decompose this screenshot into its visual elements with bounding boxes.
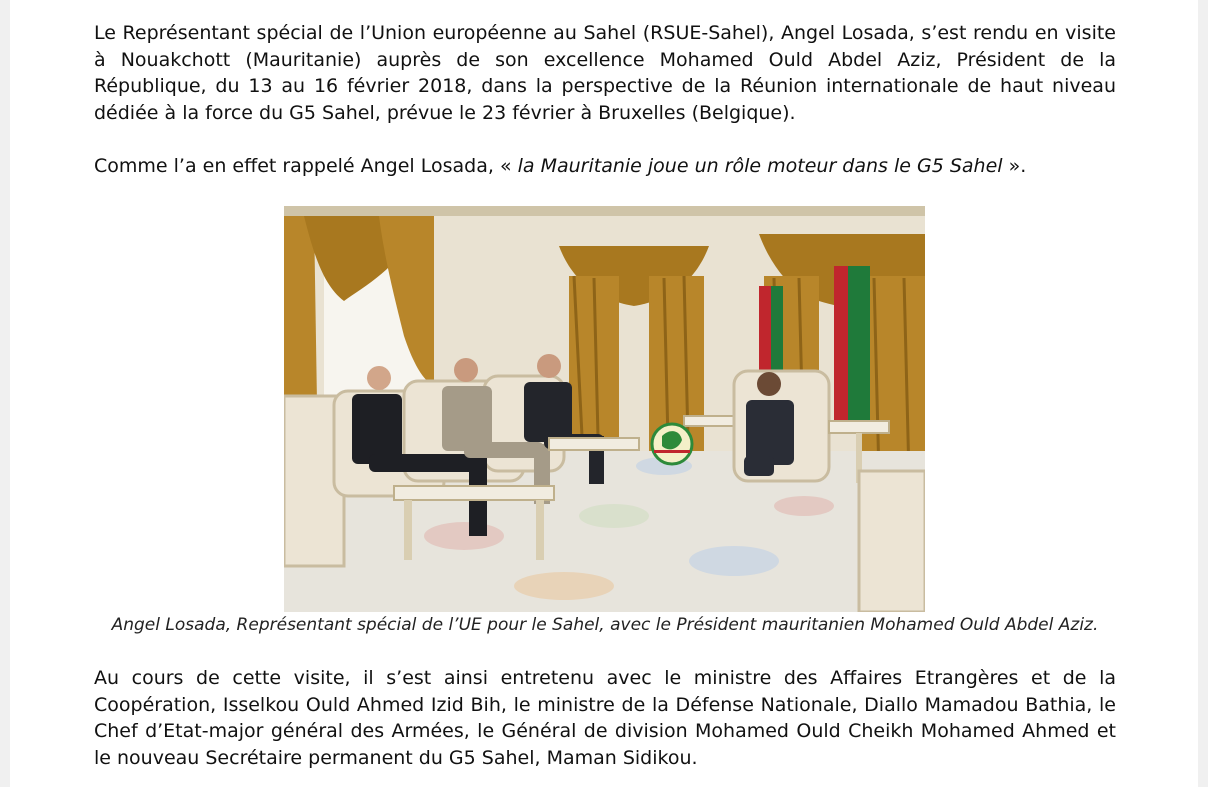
document-page: [10, 0, 1198, 787]
paragraph-intro: Le Représentant spécial de l’Union européenne au Sahel (RSUE-Sahel), Angel Losada, s’est rendu en visite à Nouakchott (Mauritanie) auprès de son excellence Mohamed Ould Abdel Aziz, Président de la République, du 13 au 16 février 2018, dans la perspective de la Réunion internationale de haut niveau dédiée à la force du G5 Sahel, prévue le 23 février à Bruxelles (Belgique).: [94, 22, 1116, 124]
meeting-photo: [284, 206, 925, 612]
quote-prefix: Comme l’a en effet rappelé Angel Losada, «: [94, 155, 518, 177]
quote-text: la Mauritanie joue un rôle moteur dans le G5 Sahel: [517, 155, 1003, 177]
quote-suffix: ».: [1002, 155, 1027, 177]
paragraph-meetings: Au cours de cette visite, il s’est ainsi entretenu avec le ministre des Affaires Etrangères et de la Coopération, Isselkou Ould Ahmed Izid Bih, le ministre de la Défense Nationale, Diallo Mamadou Bathia, le Chef d’Etat-major général des Armées, le Général de division Mohamed Ould Cheikh Mohamed Ahmed et le nouveau Secrétaire permanent du G5 Sahel, Maman Sidikou.: [94, 667, 1116, 769]
photo-caption: Angel Losada, Représentant spécial de l’UE pour le Sahel, avec le Président mauritanien Mohamed Ould Abdel Aziz.: [111, 615, 1099, 635]
paragraph-quote: [94, 153, 1116, 180]
